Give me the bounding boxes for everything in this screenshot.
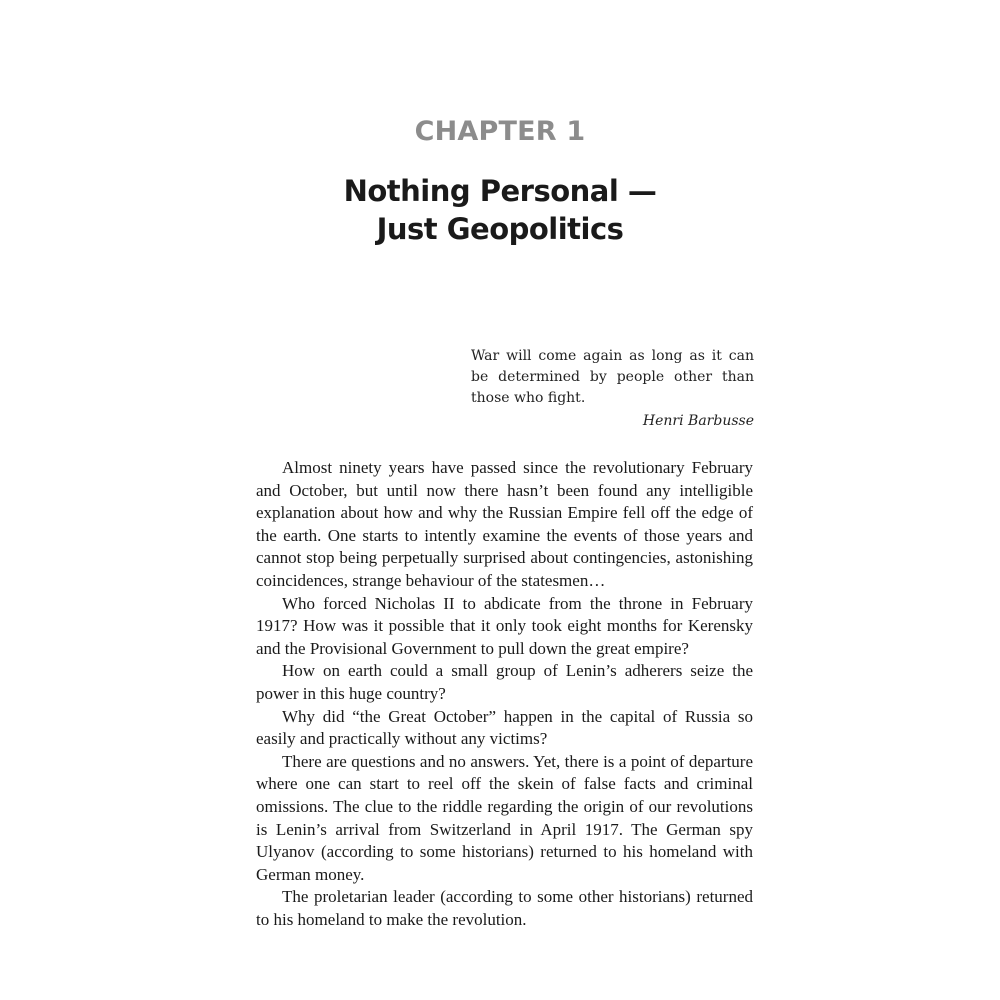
body-paragraph: How on earth could a small group of Lenin’s adherers seize the power in this huge country?	[256, 661, 753, 703]
epigraph	[471, 346, 754, 432]
body-paragraph: Why did “the Great October” happen in the capital of Russia so easily and practically without any victims?	[256, 706, 753, 749]
chapter-title-line-2: Just Geopolitics	[376, 212, 624, 246]
body-paragraph: There are questions and no answers. Yet, there is a point of departure where one can start to reel off the skein of false facts and criminal omissions. The clue to the riddle regarding the origin of our revolutions is Lenin’s arrival from Switzerland in April 1917. The German spy Ulyanov (according to some historians) returned to his homeland with German money.	[256, 751, 753, 884]
chapter-body	[256, 457, 753, 931]
body-paragraph: Almost ninety years have passed since the revolutionary February and October, but until now there hasn’t been found any intelligible explanation about how and why the Russian Empire fell off the edge of the earth. One starts to intently examine the events of those years and cannot stop being perpetually surprised about contingencies, astonishing coincidences, strange behaviour of the statesmen…	[256, 458, 753, 590]
body-paragraph: The proletarian leader (according to some other historians) returned to his homeland to make the revolution.	[256, 887, 753, 929]
body-paragraph: Who forced Nicholas II to abdicate from the throne in February 1917? How was it possible that it only took eight months for Kerensky and the Provisional Government to pull down the great empire?	[256, 593, 753, 658]
chapter-title	[0, 172, 1000, 248]
epigraph-author: Henri Barbusse	[642, 413, 754, 429]
epigraph-quote: War will come again as long as it can be determined by people other than those who fight.	[471, 348, 754, 406]
chapter-title-line-1: Nothing Personal —	[343, 174, 657, 208]
chapter-label: CHAPTER 1	[414, 116, 586, 147]
